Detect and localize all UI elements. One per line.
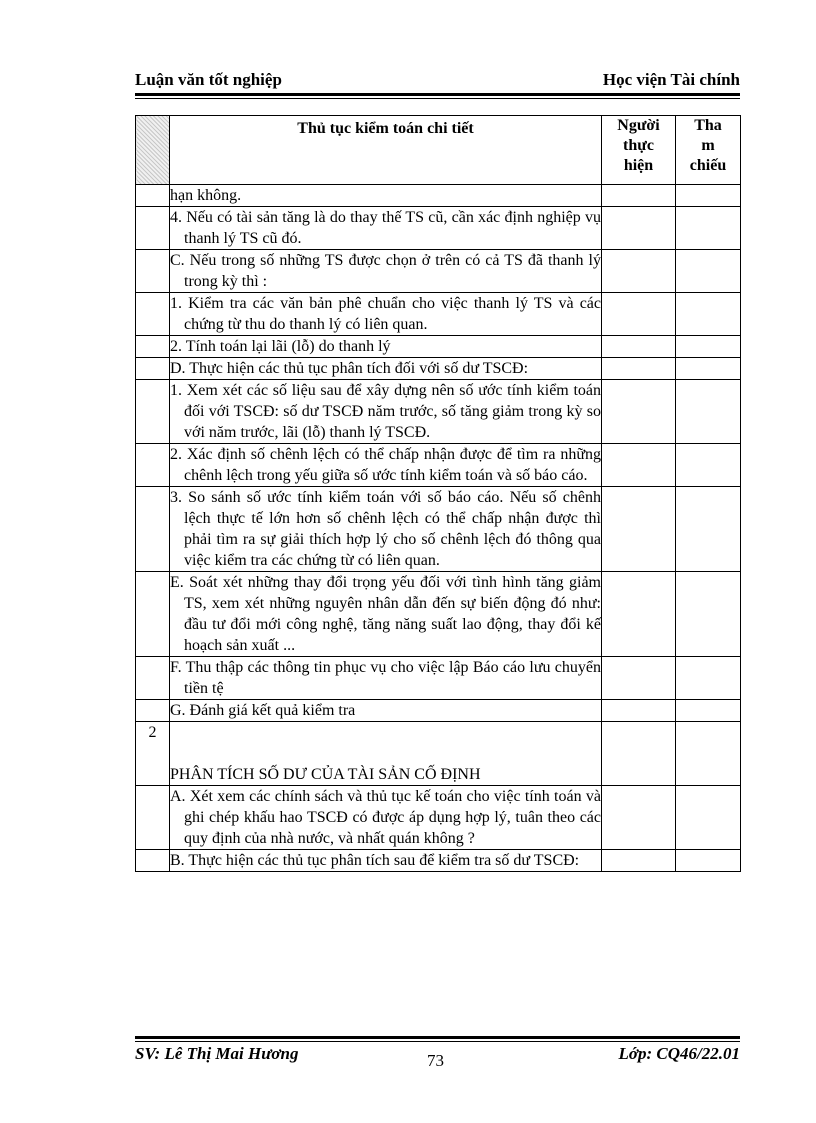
row-number — [136, 250, 170, 293]
procedure-text: C. Nếu trong số những TS được chọn ở trên có cả TS đã thanh lý trong kỳ thì : — [170, 252, 601, 290]
table-row — [136, 850, 741, 872]
procedure-text: 1. Kiểm tra các văn bản phê chuẩn cho việc thanh lý TS và các chứng từ thu do thanh lý có liên quan. — [170, 295, 601, 333]
header-ref-line: m — [701, 137, 715, 154]
row-number — [136, 487, 170, 572]
row-procedure — [170, 786, 602, 850]
row-number — [136, 336, 170, 358]
row-reference-cell — [676, 207, 741, 250]
row-person-cell — [602, 380, 676, 444]
footer-rule-thick — [135, 1036, 740, 1039]
row-number — [136, 380, 170, 444]
table-row — [136, 380, 741, 444]
table-row — [136, 250, 741, 293]
row-person-cell — [602, 786, 676, 850]
row-reference-cell — [676, 358, 741, 380]
row-procedure — [170, 380, 602, 444]
row-number — [136, 572, 170, 657]
row-reference-cell — [676, 700, 741, 722]
row-reference-cell — [676, 250, 741, 293]
header-person-line: hiện — [623, 157, 654, 174]
row-procedure — [170, 358, 602, 380]
row-person-cell — [602, 700, 676, 722]
footer-student: SV: Lê Thị Mai Hương — [135, 1044, 299, 1063]
footer-page-number: 73 — [427, 1051, 444, 1070]
page-footer — [135, 1044, 740, 1070]
table-row — [136, 185, 741, 207]
row-person-cell — [602, 336, 676, 358]
table-row — [136, 657, 741, 700]
procedure-text: hạn không. — [170, 187, 242, 204]
procedure-text: 3. So sánh số ước tính kiểm toán với số báo cáo. Nếu số chênh lệch thực tế lớn hơn số chênh lệch có thể chấp nhận được thì phải tìm ra sự giải thích hợp lý cho số chênh lệch đó thông qua việc kiểm tra các chứng từ có liên quan. — [170, 489, 601, 569]
table-row — [136, 293, 741, 336]
row-person-cell — [602, 185, 676, 207]
row-number — [136, 207, 170, 250]
table-row — [136, 572, 741, 657]
table-row — [136, 444, 741, 487]
row-reference-cell — [676, 444, 741, 487]
row-person-cell — [602, 293, 676, 336]
row-reference-cell — [676, 185, 741, 207]
row-reference-cell — [676, 293, 741, 336]
header-institution: Học viện Tài chính — [602, 70, 740, 89]
row-reference-cell — [676, 850, 741, 872]
audit-procedures-table — [135, 115, 741, 872]
row-procedure — [170, 572, 602, 657]
procedure-text: 1. Xem xét các số liệu sau để xây dựng nên số ước tính kiểm toán đối với TSCĐ: số dư TSCĐ năm trước, số tăng giảm trong kỳ so với năm trước, lãi (lỗ) thanh lý TSCĐ. — [170, 382, 601, 441]
table-row — [136, 700, 741, 722]
header-person — [602, 116, 676, 185]
procedure-text: E. Soát xét những thay đổi trọng yếu đối với tình hình tăng giảm TS, xem xét những nguyên nhân dẫn đến sự biến động đó như: đầu tư đổi mới công nghệ, tăng năng suất lao động, thay đổi kế hoạch sản xuất ... — [170, 574, 601, 654]
header-number-cell — [136, 116, 170, 185]
row-number — [136, 786, 170, 850]
row-procedure — [170, 850, 602, 872]
procedure-text: 2. Xác định số chênh lệch có thể chấp nhận được để tìm ra những chênh lệch trong yếu giữa số ước tính kiểm toán và số báo cáo. — [170, 446, 601, 484]
row-person-cell — [602, 207, 676, 250]
row-person-cell — [602, 358, 676, 380]
procedure-text: G. Đánh giá kết quả kiểm tra — [170, 702, 356, 719]
row-number — [136, 358, 170, 380]
header-reference — [676, 116, 741, 185]
row-reference-cell — [676, 722, 741, 786]
table-row — [136, 336, 741, 358]
row-reference-cell — [676, 380, 741, 444]
header-person-line: thực — [623, 137, 654, 154]
row-reference-cell — [676, 786, 741, 850]
procedure-text: F. Thu thập các thông tin phục vụ cho việc lập Báo cáo lưu chuyển tiền tệ — [170, 659, 601, 697]
header-procedures: Thủ tục kiểm toán chi tiết — [170, 116, 602, 185]
table-row — [136, 358, 741, 380]
row-reference-cell — [676, 487, 741, 572]
row-person-cell — [602, 444, 676, 487]
row-procedure — [170, 444, 602, 487]
header-thesis-title: Luận văn tốt nghiệp — [135, 70, 282, 89]
row-person-cell — [602, 250, 676, 293]
row-procedure — [170, 657, 602, 700]
row-number — [136, 444, 170, 487]
row-person-cell — [602, 657, 676, 700]
row-reference-cell — [676, 336, 741, 358]
procedure-text: PHÂN TÍCH SỐ DƯ CỦA TÀI SẢN CỐ ĐỊNH — [170, 766, 481, 783]
table-row — [136, 207, 741, 250]
row-procedure — [170, 336, 602, 358]
procedure-text: B. Thực hiện các thủ tục phân tích sau để kiểm tra số dư TSCĐ: — [170, 852, 580, 869]
table-header-row — [136, 116, 741, 185]
row-reference-cell — [676, 572, 741, 657]
row-person-cell — [602, 487, 676, 572]
table-row — [136, 786, 741, 850]
procedure-text: A. Xét xem các chính sách và thủ tục kế toán cho việc tính toán và ghi chép khấu hao TSCĐ có được áp dụng hợp lý, tuân theo các quy định của nhà nước, và nhất quán không ? — [170, 788, 601, 847]
row-number — [136, 657, 170, 700]
row-person-cell — [602, 850, 676, 872]
row-procedure — [170, 185, 602, 207]
row-reference-cell — [676, 657, 741, 700]
header-rule-thin — [135, 98, 740, 99]
row-number: 2 — [136, 722, 170, 786]
row-person-cell — [602, 572, 676, 657]
footer-rule-thin — [135, 1041, 740, 1042]
page-header — [135, 70, 740, 92]
header-person-line: Người — [617, 117, 660, 134]
row-procedure — [170, 722, 602, 786]
header-ref-line: chiếu — [689, 157, 727, 174]
row-number — [136, 185, 170, 207]
row-procedure — [170, 700, 602, 722]
table-row — [136, 722, 741, 786]
header-rule-thick — [135, 93, 740, 96]
row-number — [136, 700, 170, 722]
footer-class: Lớp: CQ46/22.01 — [618, 1044, 740, 1063]
row-number — [136, 293, 170, 336]
procedure-text: 4. Nếu có tài sản tăng là do thay thế TS cũ, cần xác định nghiệp vụ thanh lý TS cũ đó. — [170, 209, 601, 247]
header-ref-line: Tha — [694, 117, 722, 134]
row-procedure — [170, 250, 602, 293]
table-row — [136, 487, 741, 572]
row-procedure — [170, 207, 602, 250]
row-procedure — [170, 293, 602, 336]
procedure-text: 2. Tính toán lại lãi (lỗ) do thanh lý — [170, 338, 391, 355]
row-number — [136, 850, 170, 872]
procedure-text: D. Thực hiện các thủ tục phân tích đối với số dư TSCĐ: — [170, 360, 529, 377]
row-person-cell — [602, 722, 676, 786]
row-procedure — [170, 487, 602, 572]
